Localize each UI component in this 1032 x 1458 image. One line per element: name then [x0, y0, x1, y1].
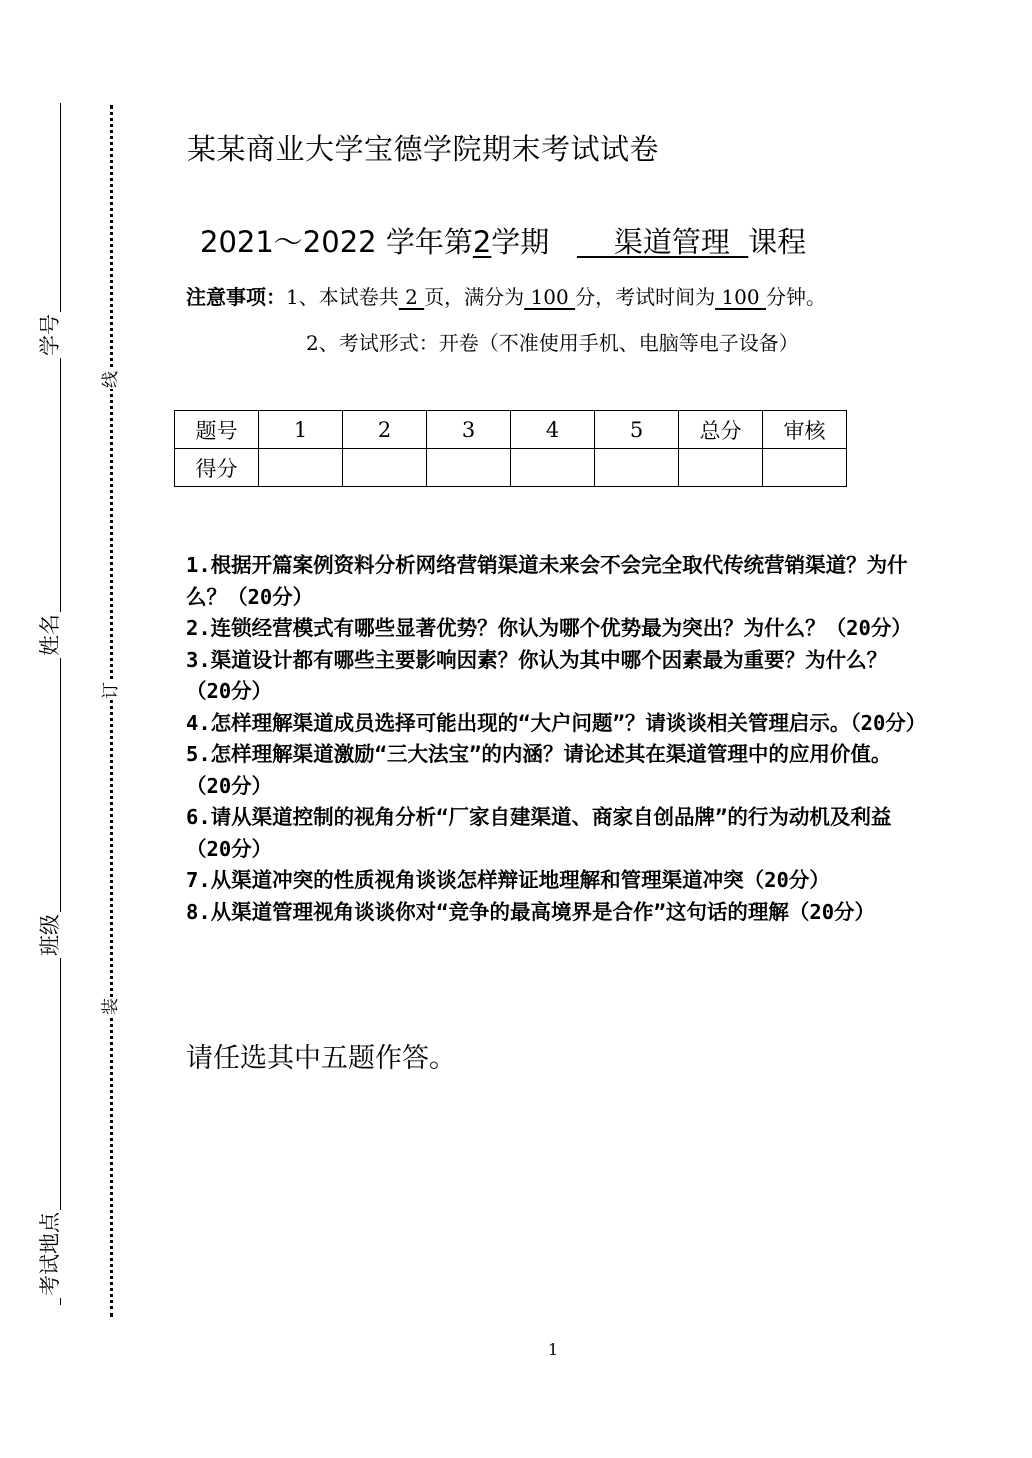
exam-location-label: 考试地点 — [38, 1212, 62, 1296]
binding-dotted-line — [110, 105, 113, 1317]
score-table-score-row — [175, 449, 847, 487]
question-item: 6.请从渠道控制的视角分析“厂家自建渠道、商家自创品牌”的行为动机及利益（20分） — [186, 805, 892, 861]
score-cell — [511, 449, 595, 487]
exam-duration: 100 — [715, 285, 766, 309]
score-row-label: 得分 — [175, 449, 259, 487]
binding-mark-ding: 订 — [101, 682, 121, 699]
notice-line-2: 2、考试形式：开卷（不准使用手机、电脑等电子设备） — [306, 331, 799, 355]
exam-subtitle — [200, 220, 806, 261]
question-item: 7.从渠道冲突的性质视角谈谈怎样辩证地理解和管理渠道冲突（20分） — [186, 868, 830, 892]
header-cell: 1 — [259, 411, 343, 449]
header-cell: 审核 — [763, 411, 847, 449]
page-count: 2 — [398, 285, 425, 309]
answer-instruction: 请任选其中五题作答。 — [186, 1043, 456, 1074]
score-table — [174, 410, 847, 487]
semester-suffix: 学期 — [491, 225, 550, 259]
class-label: 班级 — [38, 914, 62, 956]
student-id-label: 学号 — [38, 314, 62, 356]
header-cell: 总分 — [679, 411, 763, 449]
question-list — [186, 550, 926, 928]
notice-line-1 — [186, 281, 826, 310]
notice-text: 分，考试时间为 — [575, 285, 716, 309]
binding-mark-zhuang: 装 — [101, 998, 121, 1015]
notice-text: 分钟。 — [765, 285, 826, 309]
notice-text: 1、本试卷共 — [286, 285, 399, 309]
score-table-header-row — [175, 411, 847, 449]
semester-number: 2 — [472, 225, 492, 259]
page-number: 1 — [548, 1340, 559, 1359]
header-cell: 2 — [343, 411, 427, 449]
score-cell — [679, 449, 763, 487]
score-cell — [595, 449, 679, 487]
header-cell: 3 — [427, 411, 511, 449]
header-cell: 5 — [595, 411, 679, 449]
question-item: 1.根据开篇案例资料分析网络营销渠道未来会不会完全取代传统营销渠道？为什么？（20分） — [186, 553, 908, 609]
question-item: 4.怎样理解渠道成员选择可能出现的“大户问题”？请谈谈相关管理启示。（20分） — [186, 710, 927, 735]
notice-text: 页，满分为 — [424, 285, 525, 309]
course-suffix: 课程 — [748, 225, 807, 259]
exam-title: 某某商业大学宝德学院期末考试试卷 — [187, 132, 660, 166]
binding-mark-line: 线 — [101, 371, 121, 388]
score-cell — [343, 449, 427, 487]
academic-year: 2021～2022 学年第 — [200, 225, 473, 259]
name-label: 姓名 — [38, 614, 62, 656]
score-cell — [427, 449, 511, 487]
notice-heading: 注意事项： — [186, 285, 286, 309]
score-cell — [259, 449, 343, 487]
binding-solid-line — [60, 103, 61, 1305]
question-item: 5.怎样理解渠道激励“三大法宝”的内涵？请论述其在渠道管理中的应用价值。（20分） — [186, 742, 892, 798]
full-score: 100 — [524, 285, 576, 309]
question-item: 2.连锁经营模式有哪些显著优势？你认为哪个优势最为突出？为什么？（20分） — [186, 616, 912, 640]
question-item: 8.从渠道管理视角谈谈你对“竞争的最高境界是合作”这句话的理解（20分） — [186, 899, 876, 924]
score-cell — [763, 449, 847, 487]
question-item: 3.渠道设计都有哪些主要影响因素？你认为其中哪个因素最为重要？为什么？（20分） — [186, 647, 888, 703]
course-name: 渠道管理 — [576, 225, 749, 259]
header-cell: 4 — [511, 411, 595, 449]
header-cell: 题号 — [175, 411, 259, 449]
